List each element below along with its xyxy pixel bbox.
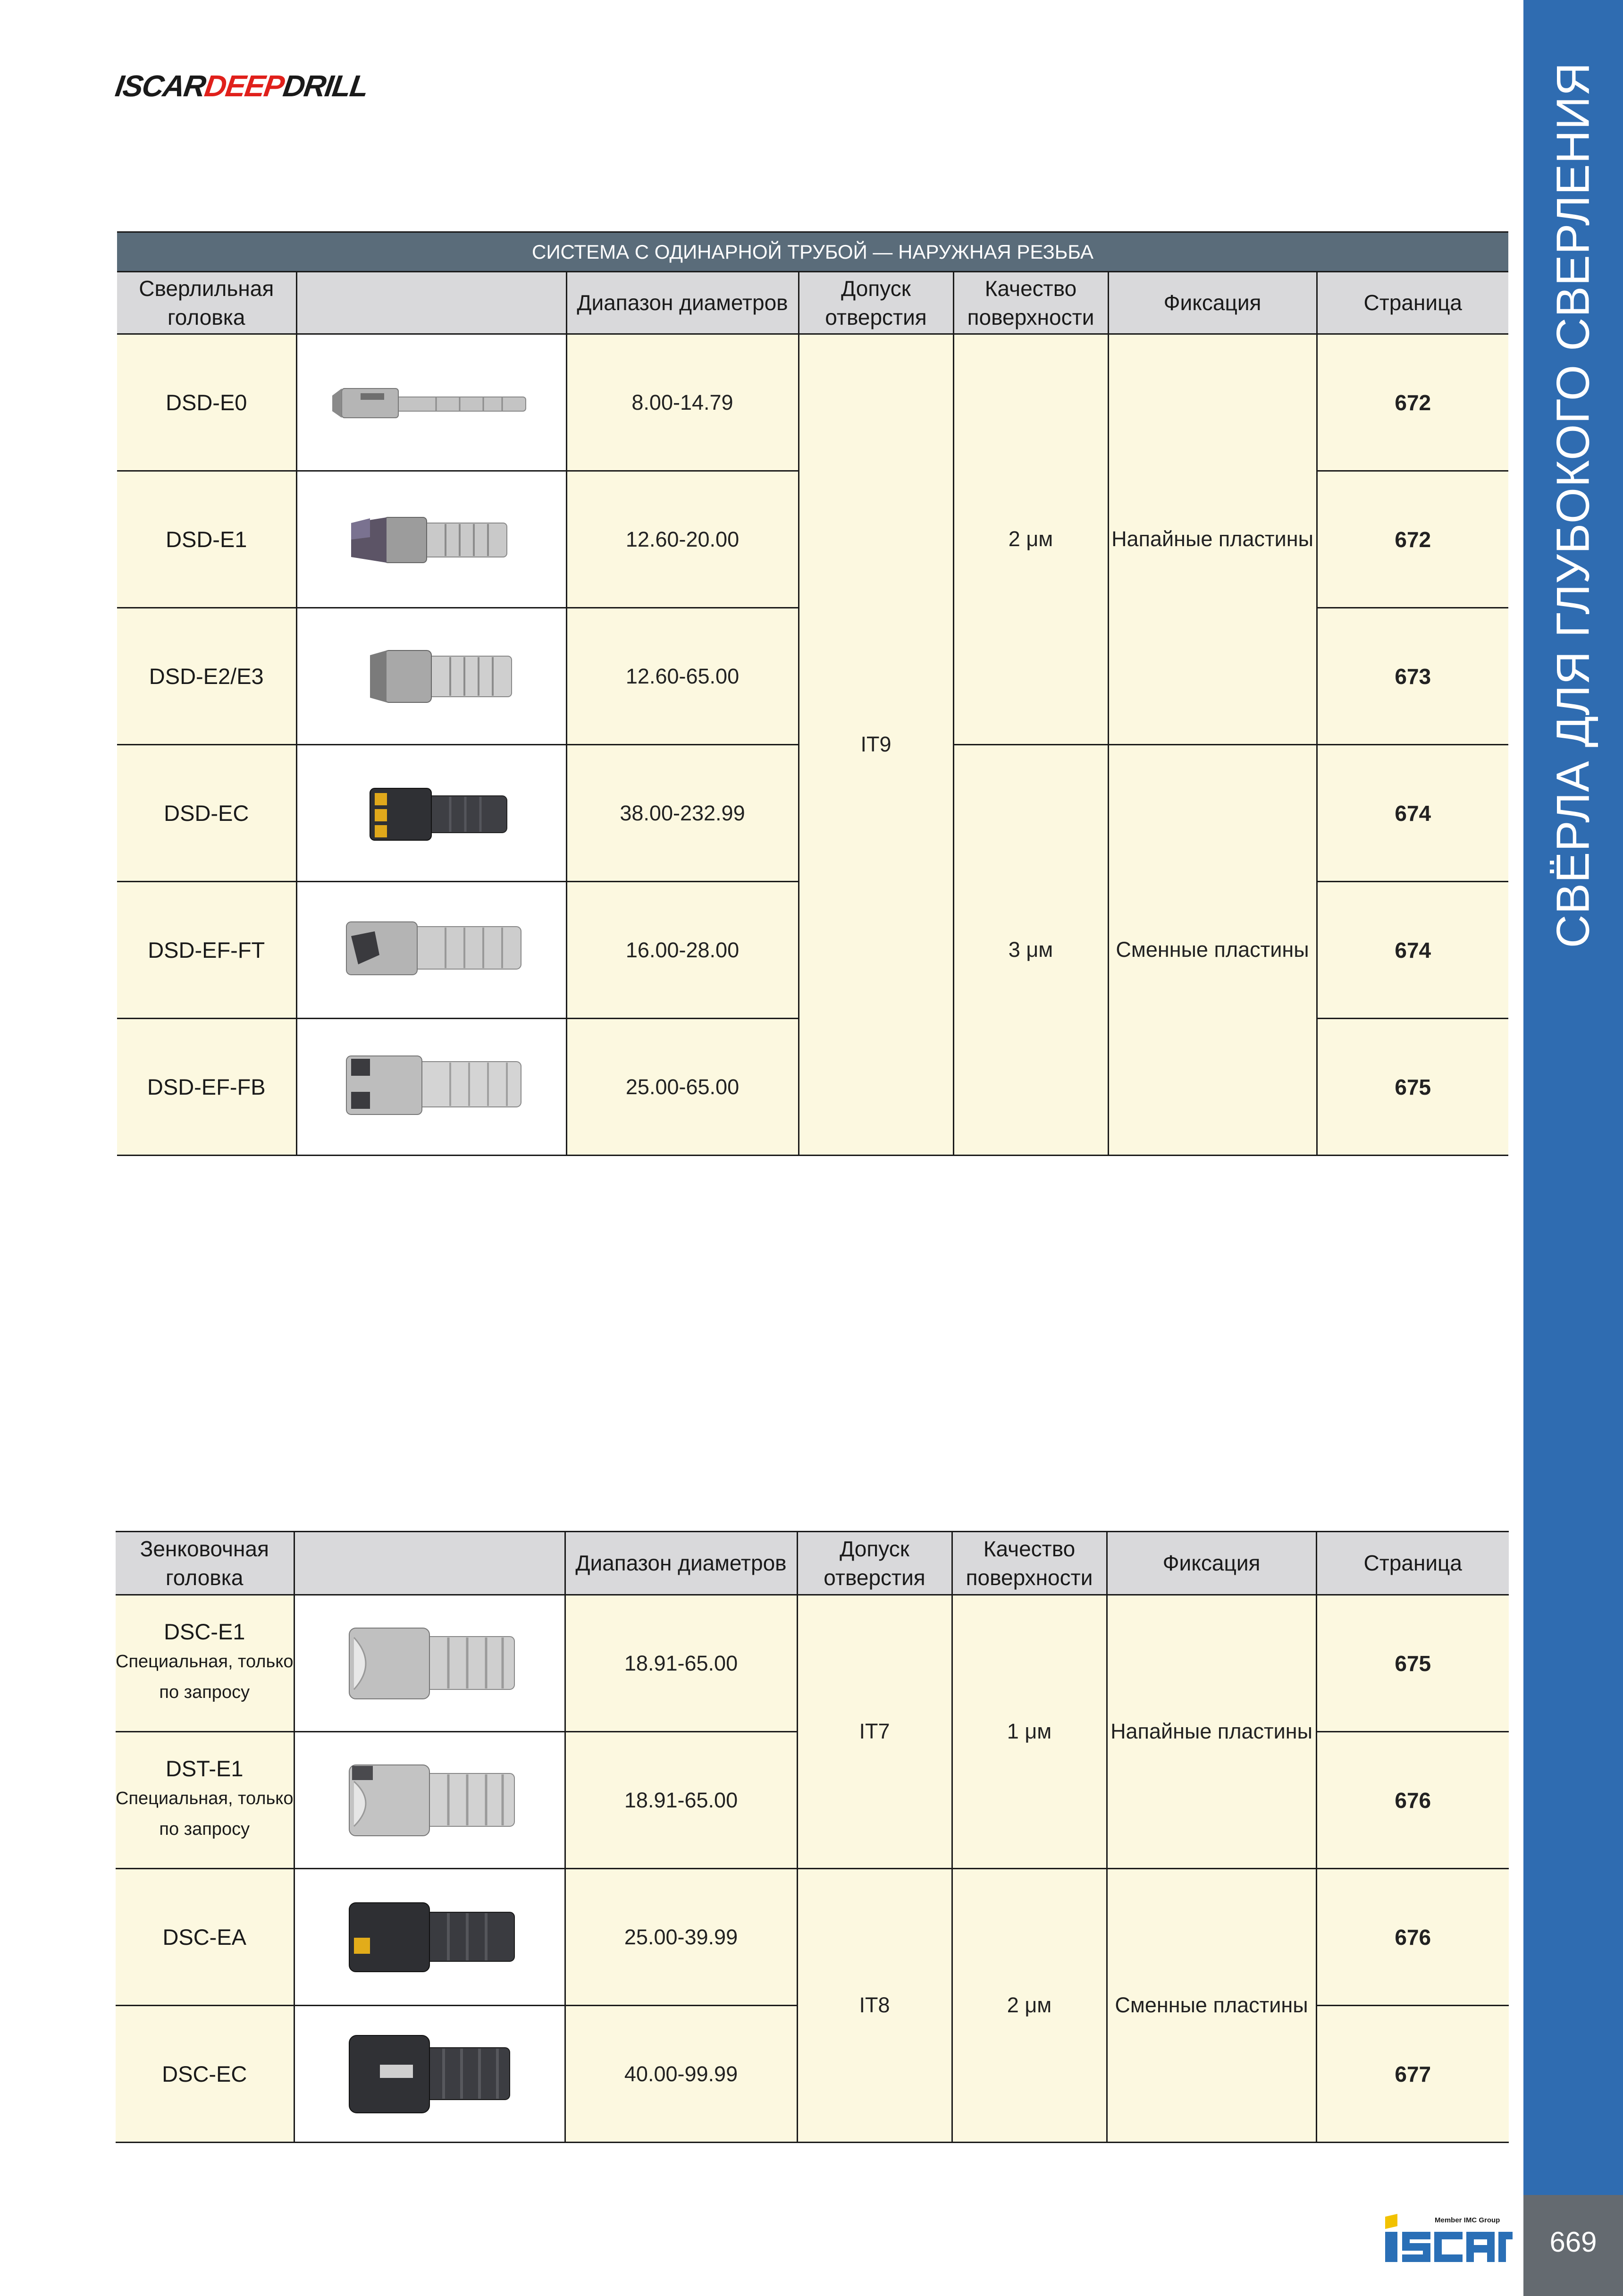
hole-tolerance: IT7 — [797, 1595, 952, 1869]
tool-name: DSC-EA — [116, 1869, 294, 2006]
tool-name: DSD-E0 — [117, 334, 296, 471]
drill-heads-table — [117, 231, 1508, 1156]
surface-quality: 1 μм — [952, 1595, 1107, 1869]
table-row — [116, 1869, 1509, 2006]
counterbore-head-icon — [294, 1595, 565, 1732]
header-image — [294, 1532, 565, 1595]
page-ref: 675 — [1316, 1595, 1509, 1732]
tool-code: DSC-E1 — [164, 1619, 245, 1645]
counterbore-head-icon — [294, 1732, 565, 1869]
diameter-range: 38.00-232.99 — [566, 745, 799, 882]
diameter-range: 25.00-65.00 — [566, 1019, 799, 1156]
hole-tolerance: IT9 — [799, 334, 953, 1156]
table-row — [117, 334, 1508, 471]
header-page: Страница — [1317, 272, 1508, 334]
counterbore-heads-table — [116, 1531, 1509, 2143]
diameter-range: 16.00-28.00 — [566, 882, 799, 1019]
logo-part-iscar: ISCAR — [113, 69, 208, 103]
tool-name: DSD-EC — [117, 745, 296, 882]
fixing-type: Сменные пластины — [1107, 1869, 1316, 2143]
table-caption: СИСТЕМА С ОДИНАРНОЙ ТРУБОЙ — НАРУЖНАЯ РЕЗЬБА — [117, 232, 1508, 272]
fixing-type: Напайные пластины — [1108, 334, 1317, 745]
page-ref: 672 — [1317, 334, 1508, 471]
logo-part-drill: DRILL — [281, 69, 370, 103]
page-ref: 672 — [1317, 471, 1508, 608]
header-head: Сверлильная головка — [117, 272, 296, 334]
logo-part-deep: DEEP — [202, 69, 286, 103]
table-row — [116, 1595, 1509, 1732]
header-page: Страница — [1316, 1532, 1509, 1595]
surface-quality: 2 μм — [952, 1869, 1107, 2143]
header-range: Диапазон диаметров — [566, 272, 799, 334]
header-quality: Качество поверхности — [952, 1532, 1107, 1595]
tool-name: DSD-EF-FT — [117, 882, 296, 1019]
diameter-range: 12.60-20.00 — [566, 471, 799, 608]
fixing-type: Напайные пластины — [1107, 1595, 1316, 1869]
page-ref: 675 — [1317, 1019, 1508, 1156]
page-ref: 676 — [1316, 1869, 1509, 2006]
tool-note: Специальная, только по запросу — [116, 1789, 294, 1839]
diameter-range: 18.91-65.00 — [565, 1595, 797, 1732]
diameter-range: 12.60-65.00 — [566, 608, 799, 745]
header-tolerance: Допуск отверстия — [797, 1532, 952, 1595]
tool-name: DSD-EF-FB — [117, 1019, 296, 1156]
iscar-logo-icon — [1385, 2213, 1513, 2265]
iscar-deepdrill-logo — [114, 71, 370, 101]
tool-name: DSC-EC — [116, 2006, 294, 2143]
diameter-range: 18.91-65.00 — [565, 1732, 797, 1869]
page-ref: 674 — [1317, 745, 1508, 882]
indexable-counterbore-head-icon — [294, 1869, 565, 2006]
header-range: Диапазон диаметров — [565, 1532, 797, 1595]
surface-quality: 2 μм — [953, 334, 1108, 745]
header-image — [296, 272, 566, 334]
diameter-range: 8.00-14.79 — [566, 334, 799, 471]
tool-name: DSD-E2/E3 — [117, 608, 296, 745]
indexable-counterbore-head-icon — [294, 2006, 565, 2143]
diameter-range: 40.00-99.99 — [565, 2006, 797, 2143]
tool-name — [116, 1732, 294, 1869]
diameter-range: 25.00-39.99 — [565, 1869, 797, 2006]
page-ref: 677 — [1316, 2006, 1509, 2143]
header-fixing: Фиксация — [1107, 1532, 1316, 1595]
header-tolerance: Допуск отверстия — [799, 272, 953, 334]
fixing-type: Сменные пластины — [1108, 745, 1317, 1156]
header-head: Зенковочная головка — [116, 1532, 294, 1595]
brazed-drill-head-icon — [296, 608, 566, 745]
deep-drill-head-icon — [296, 334, 566, 471]
page-ref: 676 — [1316, 1732, 1509, 1869]
tool-code: DST-E1 — [165, 1756, 244, 1781]
page-number: 669 — [1523, 2195, 1623, 2296]
member-imc-label: Member IMC Group — [1435, 2216, 1500, 2224]
header-quality: Качество поверхности — [953, 272, 1108, 334]
surface-quality: 3 μм — [953, 745, 1108, 1156]
side-section-title: СВЁРЛА ДЛЯ ГЛУБОКОГО СВЕРЛЕНИЯ — [1547, 62, 1599, 948]
page-ref: 673 — [1317, 608, 1508, 745]
indexable-drill-head-icon — [296, 745, 566, 882]
tool-name — [116, 1595, 294, 1732]
indexable-drill-head-icon — [296, 1019, 566, 1156]
indexable-drill-head-icon — [296, 882, 566, 1019]
page-ref: 674 — [1317, 882, 1508, 1019]
hole-tolerance: IT8 — [797, 1869, 952, 2143]
header-fixing: Фиксация — [1108, 272, 1317, 334]
tool-name: DSD-E1 — [117, 471, 296, 608]
tool-note: Специальная, только по запросу — [116, 1652, 294, 1702]
brazed-drill-head-icon — [296, 471, 566, 608]
